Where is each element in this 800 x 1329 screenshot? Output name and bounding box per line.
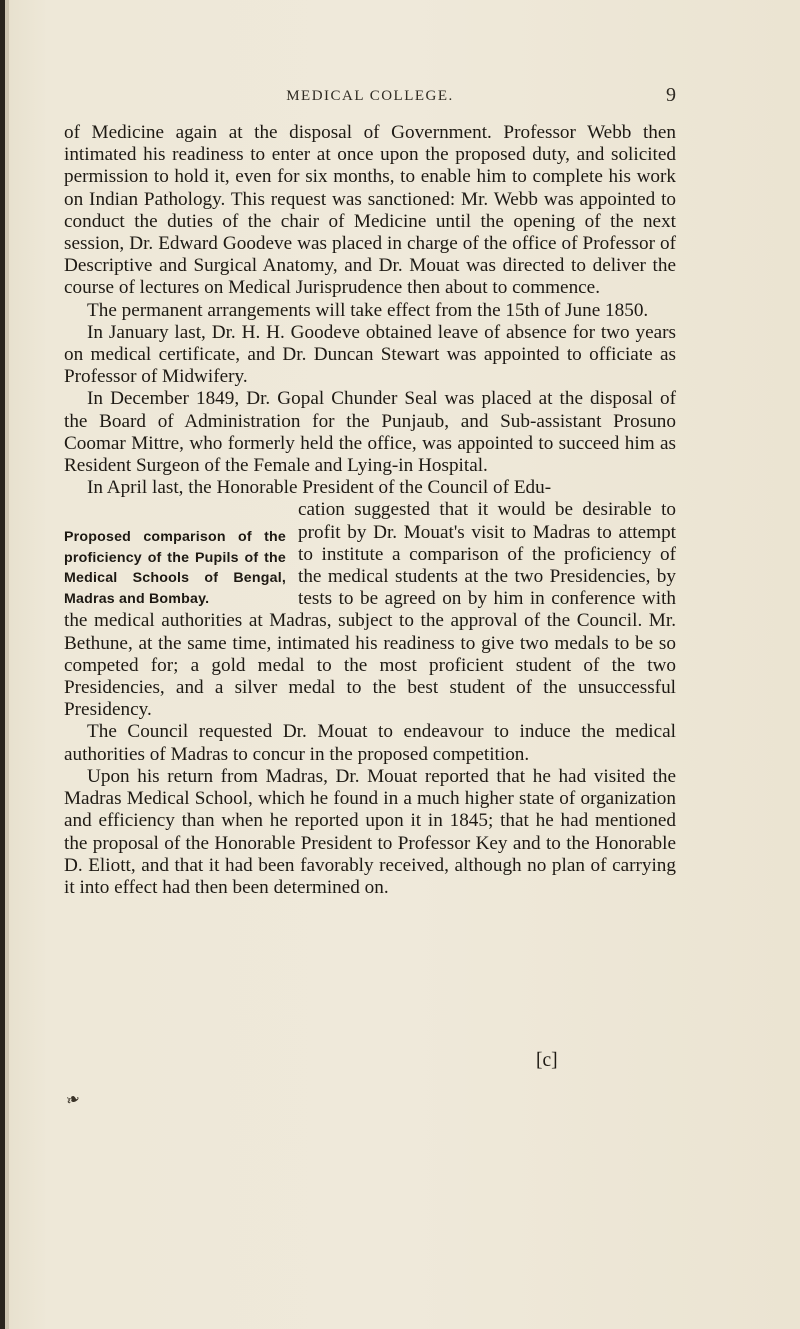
paragraph: In December 1849, Dr. Gopal Chunder Seal was placed at the disposal of the Board of Administration for the Punjaub, and Sub-assistant Prosuno Coomar Mittre, who formerly held the office, was appointed to succeed him as Resident Surgeon of the Female and Lying-in Hospital.: [64, 388, 676, 477]
page-number: 9: [666, 84, 676, 106]
paragraph: The permanent arrangements will take effect from the 15th of June 1850.: [87, 299, 649, 321]
marginal-sidenote: Proposed comparison of the proficiency of the Pupils of the Medical Schools of Bengal, Madras and Bombay.: [64, 529, 286, 607]
paragraph-with-sidenote: [64, 499, 676, 721]
paragraph-continued: of Medicine again at the disposal of Government. Professor Webb then intimated his readiness to enter at once upon the proposed duty, and solicited permission to hold it, even for six months, to enable him to complete his work on Indian Pathology. This request was sanctioned: Mr. Webb was appointed to conduct the duties of the chair of Medicine until the opening of the next session, Dr. Edward Goodeve was placed in charge of the office of Professor of Descriptive and Surgical Anatomy, and Dr. Mouat was directed to deliver the course of lectures on Medical Jurisprudence then about to commence.: [64, 122, 676, 299]
paragraph: The Council requested Dr. Mouat to endeavour to induce the medical authorities of Madras to concur in the proposed competition.: [64, 721, 676, 765]
running-head-title: MEDICAL COLLEGE.: [286, 88, 454, 104]
signature-mark: [c]: [536, 1050, 558, 1071]
page-gutter-shadow: [5, 0, 9, 1329]
paragraph-continued: cation suggested that it would be desirable to profit by Dr. Mouat's visit to Madras to attempt to institute a comparison of the proficiency of the medical students at the two Presidencies, by tests to be agreed on by him in conference with the medical authorities at Madras, subject to the approval of the Council. Mr. Bethune, at the same time, intimated his readiness to give two medals to be so competed for; a gold medal to the most proficient student of the two Presidencies, and a silver medal to the best student of the unsuccessful Presidency.: [64, 499, 676, 721]
fleuron-ornament-icon: ❧: [63, 1088, 83, 1111]
paragraph: Upon his return from Madras, Dr. Mouat reported that he had visited the Madras Medical School, which he found in a much higher state of organization and efficiency than when he reported upon it in 1845; that he had mentioned the proposal of the Honorable President to Professor Key and to the Honorable D. Eliott, and that it had been favorably received, although no plan of carrying it into effect had then been determined on.: [64, 765, 676, 898]
body-text: [64, 122, 676, 899]
paragraph-opening-line: In April last, the Honorable President of the Council of Edu-: [87, 477, 552, 499]
running-head: [64, 84, 676, 110]
paragraph: In January last, Dr. H. H. Goodeve obtained leave of absence for two years on medical certificate, and Dr. Duncan Stewart was appointed to officiate as Professor of Midwifery.: [64, 321, 676, 388]
